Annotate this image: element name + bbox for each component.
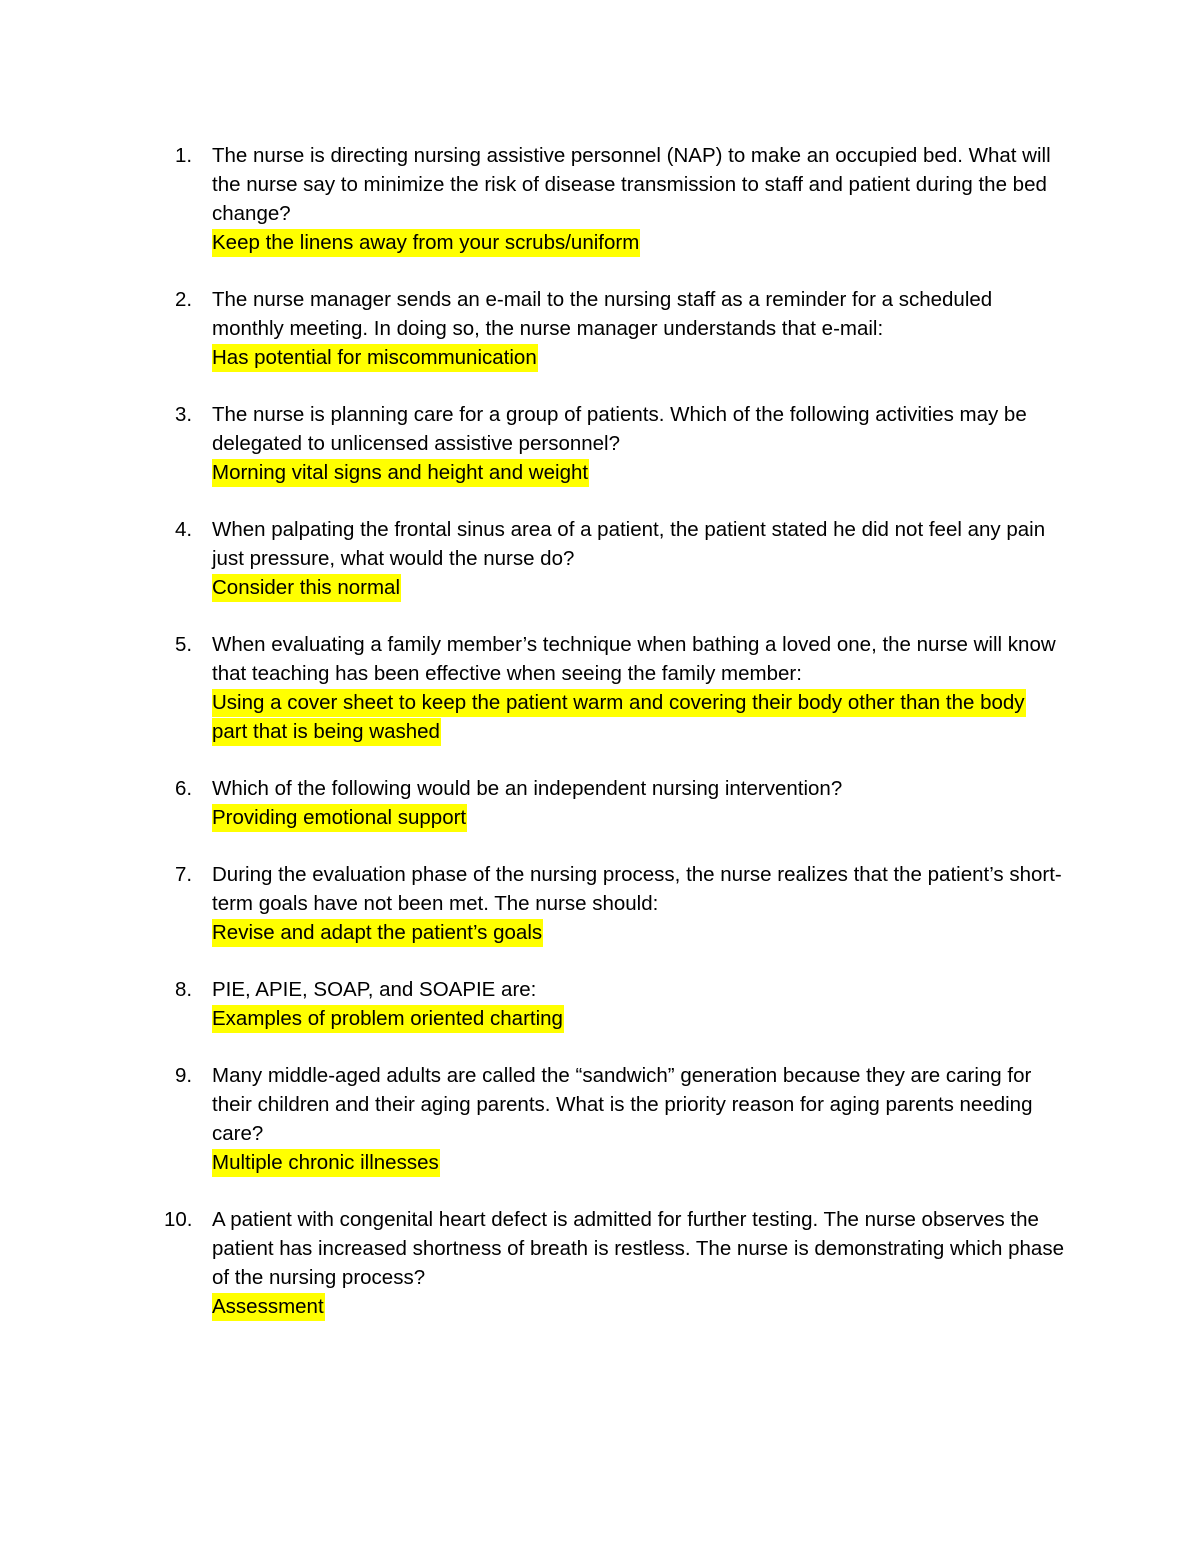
answer-highlight: Has potential for miscommunication [212, 344, 538, 372]
question-number: 6. [175, 777, 193, 800]
question-number: 10. [164, 1208, 193, 1231]
question-text: Many middle-aged adults are called the “sandwich” generation because they are caring for their children and their aging parents. What is the priority reason for aging parents needing care? [212, 1064, 1033, 1145]
question-number: 8. [175, 978, 193, 1001]
question-item-6 [0, 774, 1200, 832]
question-text: A patient with congenital heart defect is admitted for further testing. The nurse observes the patient has increased shortness of breath is restless. The nurse is demonstrating which phase of the nursing process? [212, 1208, 1064, 1289]
question-number: 5. [175, 633, 193, 656]
question-item-5 [0, 630, 1200, 746]
question-item-7 [0, 860, 1200, 947]
question-item-10 [0, 1205, 1200, 1321]
answer-highlight: Consider this normal [212, 574, 401, 602]
question-text: The nurse is directing nursing assistive personnel (NAP) to make an occupied bed. What will the nurse say to minimize the risk of disease transmission to staff and patient during the bed change? [212, 144, 1051, 225]
answer-highlight: Revise and adapt the patient’s goals [212, 919, 543, 947]
question-number: 4. [175, 518, 193, 541]
question-text: The nurse is planning care for a group of patients. Which of the following activities may be delegated to unlicensed assistive personnel? [212, 403, 1027, 455]
answer-highlight: Morning vital signs and height and weight [212, 459, 589, 487]
question-list [0, 141, 1200, 1321]
question-item-2 [0, 285, 1200, 372]
answer-highlight: Providing emotional support [212, 804, 467, 832]
question-text: When palpating the frontal sinus area of a patient, the patient stated he did not feel any pain just pressure, what would the nurse do? [212, 518, 1046, 570]
question-text: When evaluating a family member’s technique when bathing a loved one, the nurse will know that teaching has been effective when seeing the family member: [212, 633, 1056, 685]
answer-highlight: Assessment [212, 1293, 325, 1321]
question-item-3 [0, 400, 1200, 487]
question-item-4 [0, 515, 1200, 602]
answer-highlight: Multiple chronic illnesses [212, 1149, 440, 1177]
question-text: PIE, APIE, SOAP, and SOAPIE are: [212, 978, 537, 1001]
question-text: During the evaluation phase of the nursing process, the nurse realizes that the patient’s short-term goals have not been met. The nurse should: [212, 863, 1062, 915]
question-item-9 [0, 1061, 1200, 1177]
question-number: 2. [175, 288, 193, 311]
question-item-1 [0, 141, 1200, 257]
question-number: 7. [175, 863, 193, 886]
answer-highlight: Keep the linens away from your scrubs/uniform [212, 229, 640, 257]
answer-highlight: Examples of problem oriented charting [212, 1005, 564, 1033]
question-text: The nurse manager sends an e-mail to the nursing staff as a reminder for a scheduled monthly meeting. In doing so, the nurse manager understands that e-mail: [212, 288, 993, 340]
question-number: 9. [175, 1064, 193, 1087]
question-number: 1. [175, 144, 193, 167]
question-text: Which of the following would be an independent nursing intervention? [212, 777, 843, 800]
question-item-8 [0, 975, 1200, 1033]
question-number: 3. [175, 403, 193, 426]
answer-highlight: Using a cover sheet to keep the patient warm and covering their body other than the body part that is being washed [212, 689, 1026, 746]
